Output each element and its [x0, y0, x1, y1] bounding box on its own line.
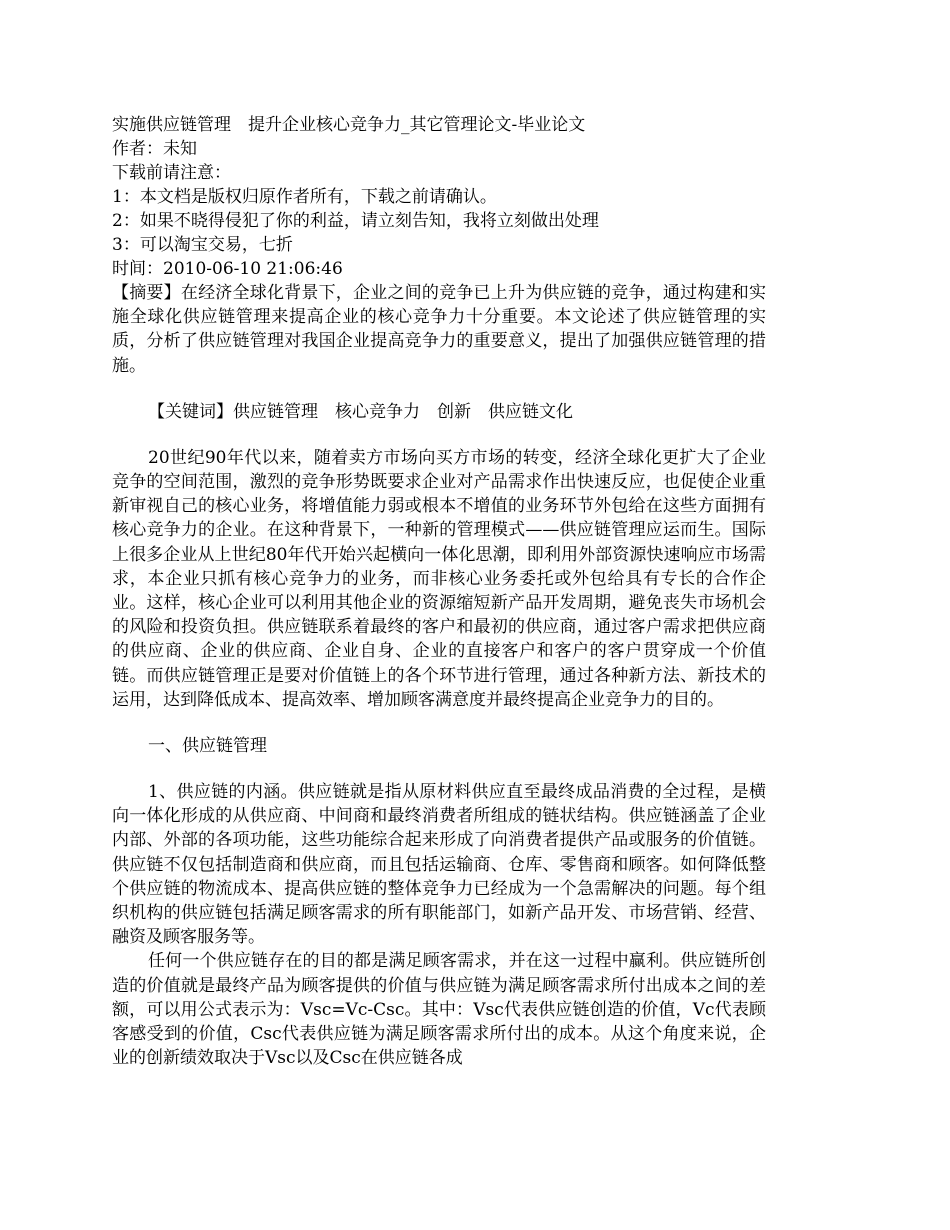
notice-item-2: 2：如果不晓得侵犯了你的利益，请立刻告知，我将立刻做出处理 [112, 211, 599, 231]
document-title: 实施供应链管理 提升企业核心竞争力_其它管理论文-毕业论文 [112, 115, 586, 135]
body-paragraph-supply-chain-value: 任何一个供应链存在的目的都是满足顾客需求，并在这一过程中赢利。供应链所创造的价值就是最终产品为顾客提供的价值与供应链为满足顾客需求所付出成本之间的差额，可以用公式表示为：Vsc=Vc-Csc。其中：Vsc代表供应链创造的价值，Vc代表顾客感受到的价值，Csc代表供应链为满足顾客需求所付出的成本。从这个角度来说，企业的创新绩效取决于Vsc以及Csc在供应链各成 [112, 951, 766, 1069]
author-line: 作者：未知 [112, 139, 197, 159]
notice-item-3: 3：可以淘宝交易，七折 [112, 235, 293, 255]
body-paragraph-supply-chain-definition: 1、供应链的内涵。供应链就是指从原材料供应直至最终成品消费的全过程，是横向一体化形成的从供应商、中间商和最终消费者所组成的链状结构。供应链涵盖了企业内部、外部的各项功能，这些功能综合起来形成了向消费者提供产品或服务的价值链。供应链不仅包括制造商和供应商，而且包括运输商、仓库、零售商和顾客。如何降低整个供应链的物流成本、提高供应链的整体竞争力已经成为一个急需解决的问题。每个组织机构的供应链包括满足顾客需求的所有职能部门，如新产品开发、市场营销、经营、融资及顾客服务等。 [112, 782, 766, 948]
document-page [112, 113, 766, 1070]
abstract-paragraph: 【摘要】在经济全球化背景下，企业之间的竞争已上升为供应链的竞争，通过构建和实施全球化供应链管理来提高企业的核心竞争力十分重要。本文论述了供应链管理的实质，分析了供应链管理对我国企业提高竞争力的重要意义，提出了加强供应链管理的措施。 [112, 283, 766, 376]
timestamp: 时间：2010-06-10 21:06:46 [112, 259, 343, 279]
notice-heading: 下载前请注意： [112, 163, 231, 183]
keywords-line: 【关键词】供应链管理 核心竞争力 创新 供应链文化 [148, 401, 573, 422]
body-paragraph-intro: 20世纪90年代以来，随着卖方市场向买方市场的转变，经济全球化更扩大了企业竞争的空间范围，激烈的竞争形势既要求企业对产品需求作出快速反应，也促使企业重新审视自己的核心业务，将增值能力弱或根本不增值的业务环节外包给在这些方面拥有核心竞争力的企业。在这种背景下，一种新的管理模式——供应链管理应运而生。国际上很多企业从上世纪80年代开始兴起横向一体化思潮，即利用外部资源快速响应市场需求，本企业只抓有核心竞争力的业务，而非核心业务委托或外包给具有专长的合作企业。这样，核心企业可以利用其他企业的资源缩短新产品开发周期，避免丧失市场机会的风险和投资负担。供应链联系着最终的客户和最初的供应商，通过客户需求把供应商的供应商、企业的供应商、企业自身、企业的直接客户和客户的客户贯穿成一个价值链。而供应链管理正是要对价值链上的各个环节进行管理，通过各种新方法、新技术的运用，达到降低成本、提高效率、增加顾客满意度并最终提高企业竞争力的目的。 [112, 447, 766, 710]
section-heading-1: 一、供应链管理 [148, 736, 267, 757]
notice-item-1: 1：本文档是版权归原作者所有，下载之前请确认。 [112, 187, 497, 207]
